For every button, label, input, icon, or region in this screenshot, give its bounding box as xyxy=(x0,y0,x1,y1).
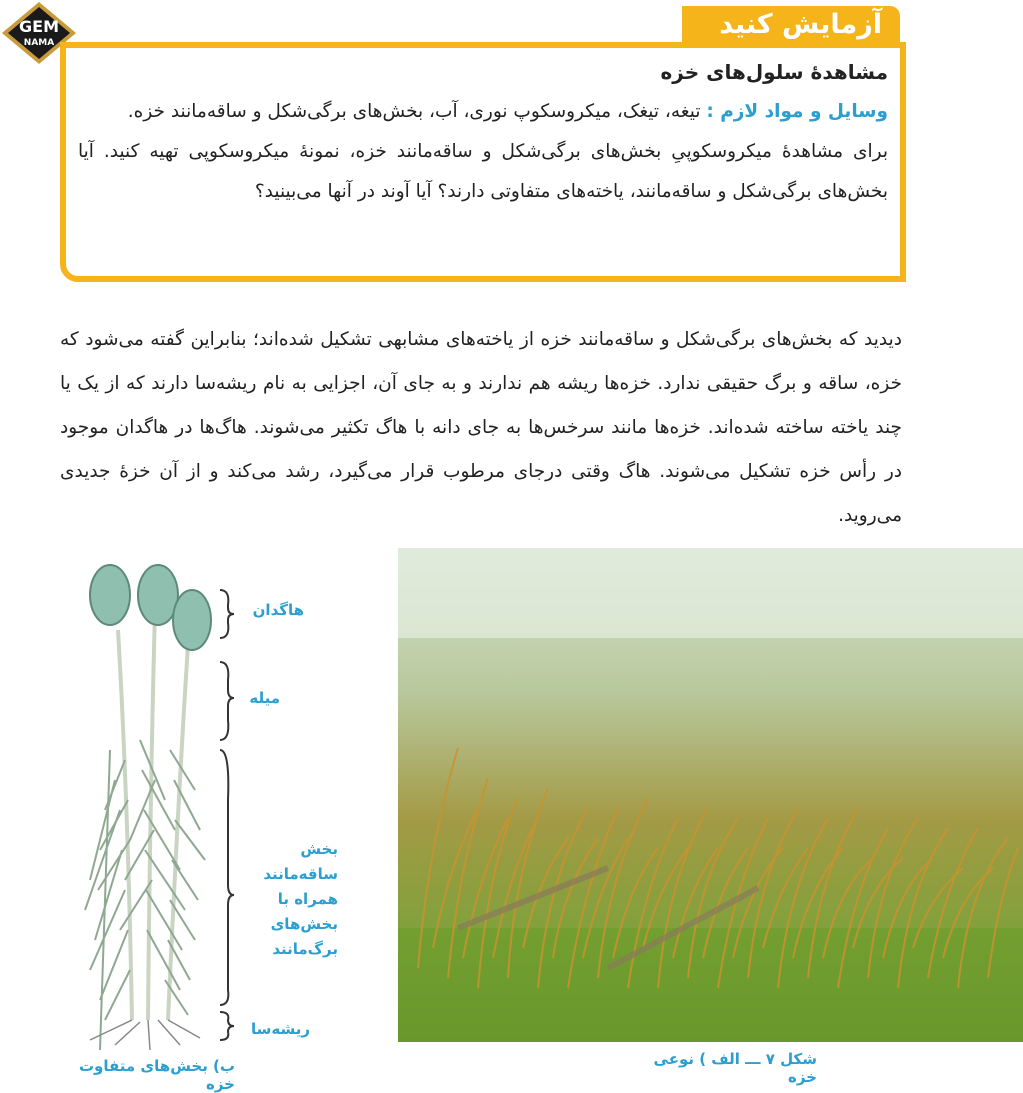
label-stem-line1: بخش ساقه‌مانند xyxy=(263,840,338,883)
moss-rhizoids xyxy=(90,1020,200,1050)
label-capsule: هاگدان xyxy=(252,601,304,619)
logo-subtext: NAMA xyxy=(23,38,55,48)
label-stem-line3: برگ‌مانند xyxy=(272,940,338,958)
label-stem xyxy=(238,837,338,962)
label-stem-line2: همراه با بخش‌های xyxy=(270,890,338,933)
body-paragraph: دیدید که بخش‌های برگی‌شکل و ساقه‌مانند خزه از یاخته‌های مشابهی تشکیل شده‌اند؛ بنابراین گفته می‌شود که خزه، ساقه و برگ حقیقی ندارد. خزه‌ها ریشه هم ندارند و به جای آن، اجزایی به نام ریشه‌سا دارند که از یک یا چند یاخته ساخته شده‌اند. خزه‌ها مانند سرخس‌ها به جای دانه با هاگ تکثیر می‌شوند. هاگ‌ها در هاگدان موجود در رأس خزه تشکیل می‌شوند. هاگ وقتی درجای مرطوب قرار می‌گیرد، رشد می‌کند و از آن خزهٔ جدیدی می‌روید. xyxy=(60,329,902,526)
experiment-tab-title: آزمایش کنید xyxy=(719,9,882,40)
materials-paragraph xyxy=(78,92,888,132)
moss-capsules xyxy=(90,565,211,650)
label-stalk: میله xyxy=(249,689,280,707)
experiment-title: مشاهدهٔ سلول‌های خزه xyxy=(660,60,888,84)
body-text-block xyxy=(60,318,902,538)
label-brackets xyxy=(220,590,234,1040)
moss-diagram xyxy=(70,550,310,1055)
experiment-instructions: برای مشاهدهٔ میکروسکوپیِ بخش‌های برگی‌شکل و ساقه‌مانند خزه، نمونهٔ میکروسکوپی تهیه کنید. آیا بخش‌های برگی‌شکل و ساقه‌مانند، یاخته‌های متفاوتی دارند؟ آیا آوند در آنها می‌بینید؟ xyxy=(78,141,888,202)
label-rhizoid: ریشه‌سا xyxy=(250,1020,310,1038)
moss-leaves xyxy=(85,740,205,1050)
moss-photo xyxy=(398,548,1023,1042)
materials-text: تیغه، تیغک، میکروسکوپ نوری، آب، بخش‌های برگی‌شکل و ساقه‌مانند خزه. xyxy=(127,101,707,122)
photo-caption: شکل ۷ ـــ الف ) نوعی خزه xyxy=(653,1050,817,1086)
materials-label: وسایل و مواد لازم : xyxy=(706,101,888,122)
diagram-caption: ب) بخش‌های متفاوت خزه xyxy=(78,1057,235,1093)
experiment-box xyxy=(60,42,906,282)
logo-text: GEM xyxy=(19,17,59,36)
